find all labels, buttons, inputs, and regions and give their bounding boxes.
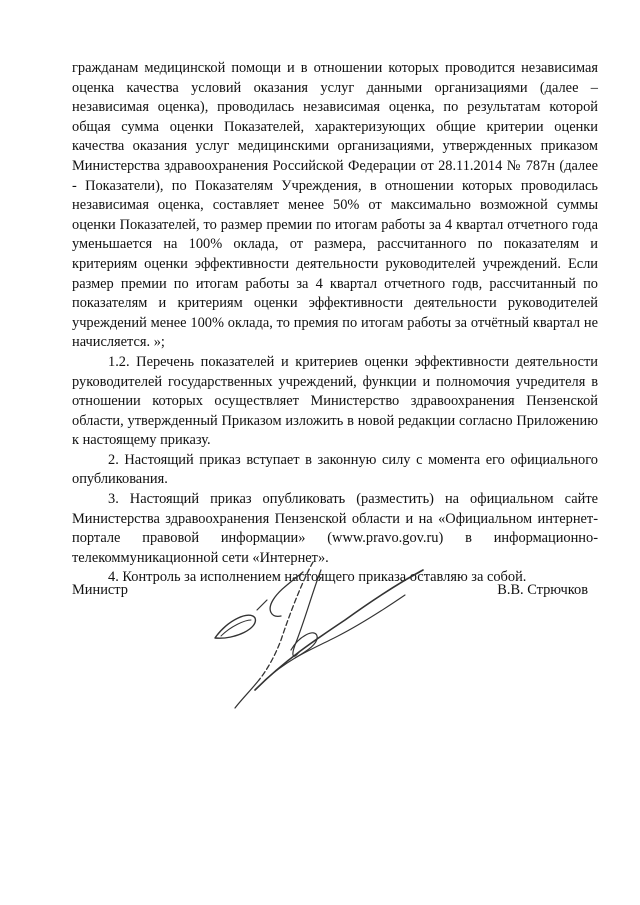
signatory-name: В.В. Стрючков — [497, 582, 588, 598]
paragraph-1-2: 1.2. Перечень показателей и критериев оценки эффективности деятельности руководителей государственных учреждений, функции и полномочия учредителя в отношении которых осуществляет Министерство здравоохранения Пензенской области, утвержденный Приказом изложить в новой редакции согласно Приложению к настоящему приказу. — [72, 353, 598, 449]
handwritten-signature — [195, 540, 430, 715]
paragraph-continuation: гражданам медицинской помощи и в отношении которых проводится независимая оценка качества условий оказания услуг данными организациями (далее – независимая оценка), проводилась независимая оценка, по результатам которой общая сумма оценки Показателей, характеризующих общие критерии оценки качества оказания услуг медицинскими организациями, утвержденных приказом Министерства здравоохранения Российской Федерации от 28.11.2014 № 787н (далее - Показатели), по Показателям Учреждения, в отношении которых проводилась независимая оценка, составляет менее 50% от максимально возможной суммы оценки Показателей, то размер премии по итогам работы за 4 квартал отчетного года уменьшается на 100% оклада, от размера, рассчитанного по показателям и критериям оценки эффективности деятельности руководителей учреждений. Если размер премии по итогам работы за 4 квартал отчетного годв, рассчитанный по показателям и критериям оценки эффективности деятельности руководителей учреждений менее 100% оклада, то премия по итогам работы за отчётный квартал не начисляется. »; — [72, 60, 598, 351]
paragraph-2: 2. Настоящий приказ вступает в законную силу с момента его официального опубликования. — [72, 451, 598, 488]
signatory-title: Министр — [72, 582, 128, 598]
document-body — [72, 59, 598, 588]
paragraph-3: 3. Настоящий приказ опубликовать (разместить) на официальном сайте Министерства здравоохранения Пензенской области и на «Официальном интернет-портале правовой информации» (www.pravo.gov.ru) в информационно-телекоммуникационной сети «Интернет». — [72, 491, 598, 566]
paragraph-4: 4. Контроль за исполнением настоящего приказа оставляю за собой. — [108, 569, 527, 586]
